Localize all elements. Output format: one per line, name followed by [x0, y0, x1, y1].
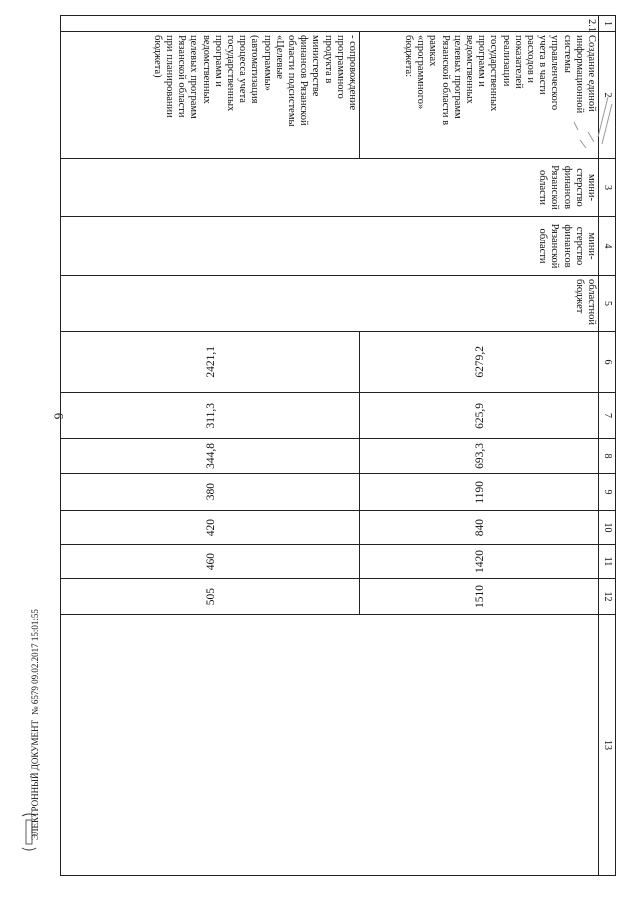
program-table [60, 15, 616, 876]
rotated-table-page [68, 15, 616, 875]
funding-source: областной бюджет [360, 276, 599, 332]
year-value: 460 [204, 552, 217, 571]
year-value: 1190 [473, 480, 486, 504]
year-value: 380 [204, 483, 217, 501]
col-header: 4 [599, 217, 616, 276]
col-header: 7 [599, 393, 616, 439]
row-number: 2.1 [360, 16, 599, 32]
table-row [360, 16, 599, 876]
year-value: 420 [204, 518, 217, 537]
coexecutor: мини- стерство финансов Рязанской области [360, 217, 599, 276]
year-value: 1510 [473, 585, 486, 608]
result-cell [360, 615, 599, 876]
executor: мини- стерство финансов Рязанской области [360, 159, 599, 217]
col-header: 6 [599, 332, 616, 393]
col-header: 13 [599, 615, 616, 876]
col-header: 12 [599, 579, 616, 615]
year-value: 625,9 [473, 402, 486, 429]
table-row [61, 16, 360, 876]
edoc-stamp-text: № 6579 09.02.2017 15:01:55 [30, 609, 40, 715]
col-header: 5 [599, 276, 616, 332]
year-value: 344,8 [204, 443, 217, 469]
col-header: 1 [599, 16, 616, 32]
col-header: 8 [599, 439, 616, 474]
scribble-marks [568, 92, 618, 162]
year-value: 311,3 [204, 402, 217, 429]
total-value: 6279,2 [473, 346, 486, 378]
year-value: 505 [204, 587, 217, 606]
year-value: 1420 [473, 550, 486, 573]
col-header: 9 [599, 474, 616, 511]
measure-name: Создание единой информационной системы управленческого учета в части расходов и показателей реализации государственных программ и ведомственных целевых программ Рязанской области в рамках «программного» бюджета: [360, 32, 599, 159]
edoc-stamp-label: ЭЛЕКТРОННЫЙ ДОКУМЕНТ [30, 719, 40, 840]
col-header: 3 [599, 159, 616, 217]
total-value: 2421,1 [204, 346, 217, 378]
measure-name: - сопровождение программного продукта в министерстве финансов Рязанской области подсистемы «Целевые программы» (автоматизация процесса учета государственных программ и ведомственных целевых программ Рязанской области при планировании бюджета) [61, 32, 360, 159]
year-value: 693,3 [473, 443, 486, 469]
col-header: 11 [599, 545, 616, 579]
year-value: 840 [473, 518, 486, 537]
col-header: 2 [599, 32, 616, 159]
col-header: 10 [599, 511, 616, 545]
page-number: 6 [51, 412, 67, 420]
